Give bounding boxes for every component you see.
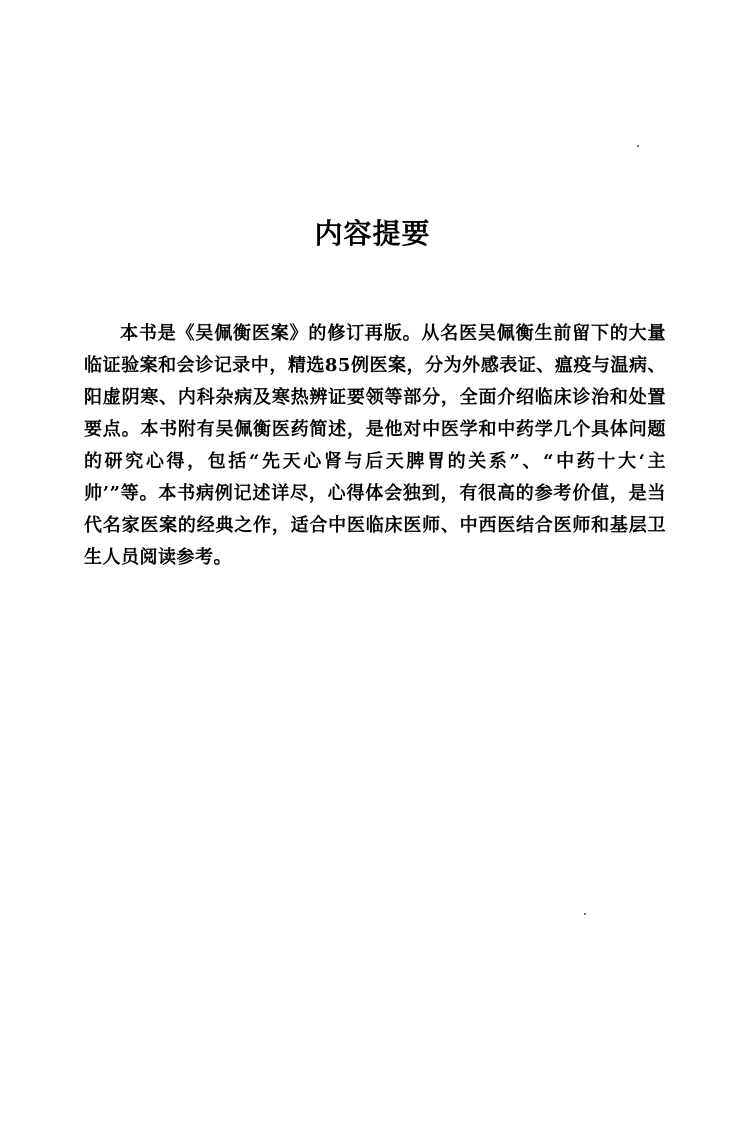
page-title: 内容提要 bbox=[314, 217, 431, 250]
scan-speck bbox=[584, 913, 586, 915]
abstract-paragraph: 本书是《吴佩衡医案》的修订再版。从名医吴佩衡生前留下的大量临证验案和会诊记录中，精选85例医案，分为外感表证、瘟疫与温病、阳虚阴寒、内科杂病及寒热辨证要领等部分，全面介绍临床诊治和处置要点。本书附有吴佩衡医药简述，是他对中医学和中药学几个具体问题的研究心得，包括“先天心肾与后天脾胃的关系”、“中药十大‘主帅’”等。本书病例记述详尽，心得体会独到，有很高的参考价值，是当代名家医案的经典之作，适合中医临床医师、中西医结合医师和基层卫生人员阅读参考。 bbox=[84, 323, 666, 568]
scan-speck bbox=[637, 145, 639, 147]
